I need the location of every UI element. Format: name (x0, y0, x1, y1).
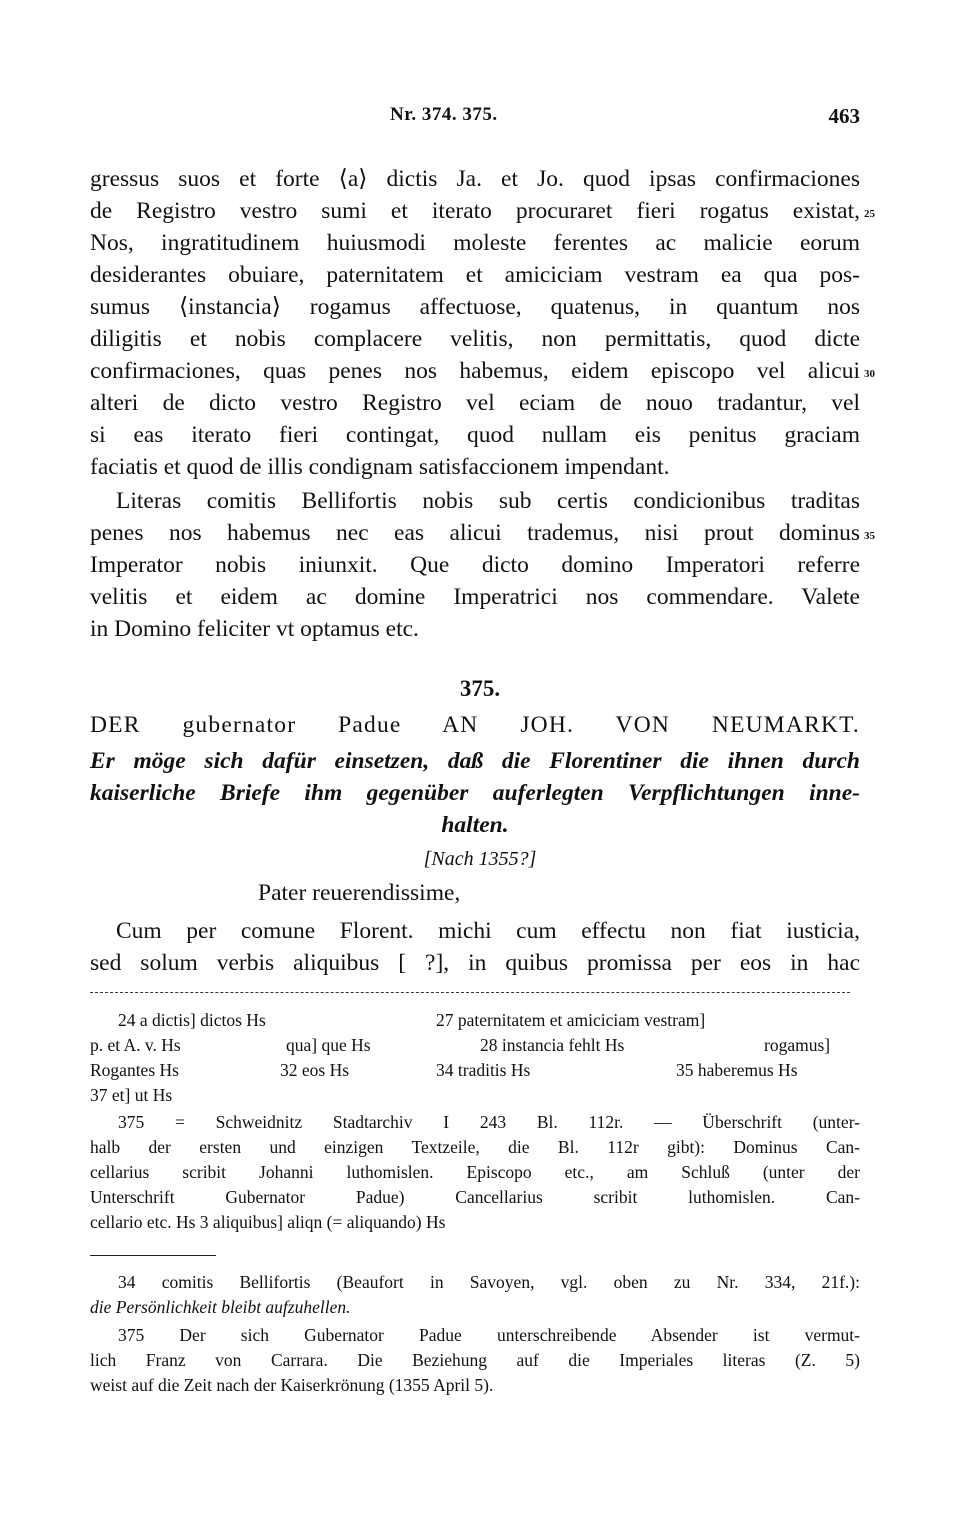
commentary-note: 34 comitis Bellifortis (Beaufort in Savoyen, vgl. oben zu Nr. 334, 21f.): (118, 1272, 860, 1292)
apparatus-note: 34 traditis Hs (436, 1060, 531, 1080)
text-line: velitis et eidem ac domine Imperatrici nos commendare. Valete (90, 584, 860, 610)
apparatus-note: 32 eos Hs (280, 1060, 350, 1080)
text-line: faciatis et quod de illis condignam satisfaccionem impendant. (90, 454, 670, 480)
apparatus-note: 27 paternitatem et amiciciam vestram] (436, 1010, 706, 1030)
text-line: Imperator nobis iniunxit. Que dicto domino Imperatori referre (90, 552, 860, 578)
text-line: diligitis et nobis complacere velitis, non permittatis, quod dicte (90, 326, 860, 352)
summary-line: Er möge sich dafür einsetzen, daß die Florentiner die ihnen durch (90, 748, 860, 774)
summary-line: halten. (441, 812, 509, 838)
line-number-marker: 35 (864, 530, 875, 542)
document-heading: DER gubernator Padue AN JOH. VON NEUMARKT. (90, 712, 860, 738)
salutation: Pater reuerendissime, (258, 880, 461, 906)
apparatus-note: cellarius scribit Johanni luthomislen. Episcopo etc., am Schluß (unter der (90, 1162, 860, 1182)
apparatus-note: 28 instancia fehlt Hs (480, 1035, 625, 1055)
text-line: gressus suos et forte ⟨a⟩ dictis Ja. et Jo. quod ipsas confirmaciones (90, 166, 860, 192)
apparatus-note: Rogantes Hs (90, 1060, 179, 1080)
running-header: Nr. 374. 375. (390, 104, 498, 125)
text-line: si eas iterato fieri contingat, quod nullam eis penitus graciam (90, 422, 860, 448)
text-line: de Registro vestro sumi et iterato procuraret fieri rogatus existat, (90, 198, 860, 224)
line-number-marker: 25 (864, 208, 875, 220)
apparatus-note: 37 et] ut Hs (90, 1085, 173, 1105)
apparatus-note: 375 = Schweidnitz Stadtarchiv I 243 Bl. 112r. — Überschrift (unter- (118, 1112, 860, 1132)
apparatus-note: halb der ersten und einzigen Textzeile, die Bl. 112r gibt): Dominus Can- (90, 1137, 860, 1157)
summary-line: kaiserliche Briefe ihm gegenüber auferlegten Verpflichtungen inne- (90, 780, 860, 806)
text-line: desiderantes obuiare, paternitatem et amiciciam vestram ea qua pos- (90, 262, 860, 288)
page-number: 463 (828, 104, 860, 128)
text-line: confirmaciones, quas penes nos habemus, eidem episcopo vel alicui (90, 358, 860, 384)
line-number-marker: 30 (864, 368, 875, 380)
text-line: penes nos habemus nec eas alicui trademus, nisi prout dominus (90, 520, 860, 546)
text-line: Nos, ingratitudinem huiusmodi moleste ferentes ac malicie eorum (90, 230, 860, 256)
apparatus-note: p. et A. v. Hs (90, 1035, 181, 1055)
date-line: [Nach 1355?] (423, 848, 537, 870)
commentary-divider (90, 1255, 216, 1256)
text-line: sumus ⟨instancia⟩ rogamus affectuose, quatenus, in quantum nos (90, 294, 860, 320)
text-line: Cum per comune Florent. michi cum effectu non fiat iusticia, (116, 918, 860, 944)
apparatus-note: 35 haberemus Hs (676, 1060, 798, 1080)
text-line: alteri de dicto vestro Registro vel eciam de nouo tradantur, vel (90, 390, 860, 416)
apparatus-note: cellario etc. Hs 3 aliquibus] aliqn (= aliquando) Hs (90, 1212, 446, 1232)
apparatus-note: Unterschrift Gubernator Padue) Cancellarius scribit luthomislen. Can- (90, 1187, 860, 1207)
text-line: sed solum verbis aliquibus [ ?], in quibus promissa per eos in hac (90, 950, 860, 976)
apparatus-note: 24 a dictis] dictos Hs (118, 1010, 266, 1030)
document-number: 375. (459, 676, 501, 701)
apparatus-note: rogamus] (764, 1035, 831, 1055)
commentary-note: die Persönlichkeit bleibt aufzuhellen. (90, 1297, 351, 1317)
text-line: in Domino feliciter vt optamus etc. (90, 616, 419, 642)
apparatus-note: qua] que Hs (286, 1035, 371, 1055)
commentary-note: lich Franz von Carrara. Die Beziehung auf die Imperiales literas (Z. 5) (90, 1350, 860, 1370)
apparatus-divider (90, 992, 850, 993)
commentary-note: weist auf die Zeit nach der Kaiserkrönung (1355 April 5). (90, 1375, 494, 1395)
text-line: Literas comitis Bellifortis nobis sub certis condicionibus traditas (116, 488, 860, 514)
commentary-note: 375 Der sich Gubernator Padue unterschreibende Absender ist vermut- (118, 1325, 860, 1345)
